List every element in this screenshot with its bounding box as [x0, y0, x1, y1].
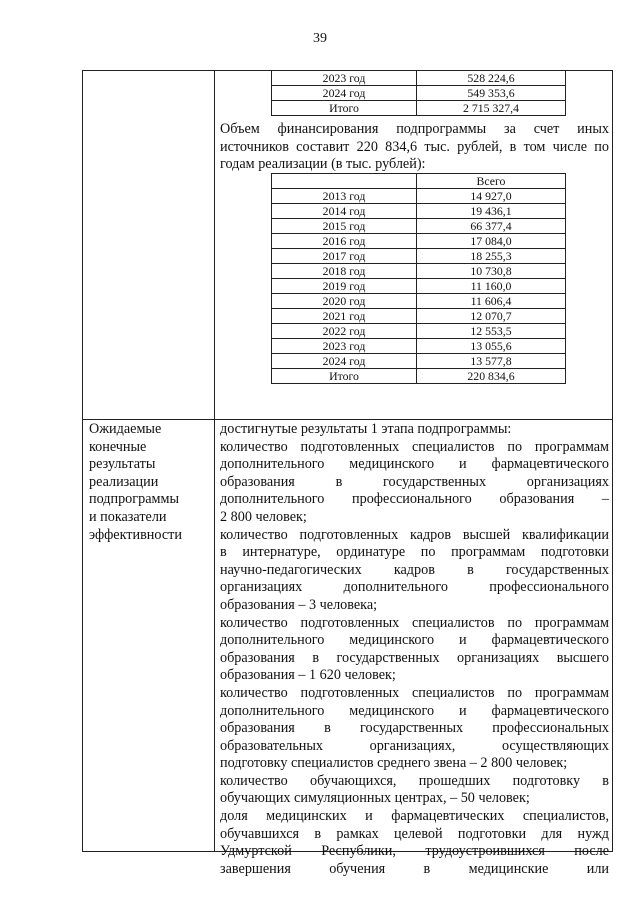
value-cell: 13 577,8 [417, 354, 566, 369]
text-line: Удмуртской Республики, трудоустроившихся после [220, 843, 609, 860]
value-cell: 19 436,1 [417, 204, 566, 219]
page-number: 39 [313, 31, 327, 46]
table-row [272, 204, 566, 219]
results-label [89, 421, 214, 544]
table-row [272, 264, 566, 279]
table-row [272, 324, 566, 339]
text-line: количество подготовленных специалистов по программам [220, 438, 609, 455]
table-row [272, 101, 566, 116]
year-cell: 2020 год [272, 294, 417, 309]
value-cell: 2 715 327,4 [417, 101, 566, 116]
text-line: источников составит 220 834,6 тыс. рублей, в том числе по [220, 138, 609, 155]
year-cell: 2017 год [272, 249, 417, 264]
year-cell: 2014 год [272, 204, 417, 219]
text-line: достигнутые результаты 1 этапа подпрограммы: [220, 421, 512, 437]
table-row [272, 71, 566, 86]
table-row [272, 234, 566, 249]
year-cell: 2019 год [272, 279, 417, 294]
financing-paragraph [220, 121, 609, 174]
top-financing-table [271, 70, 566, 116]
table-row [272, 294, 566, 309]
empty-header-cell [272, 174, 417, 189]
text-line: Объем финансирования подпрограммы за счет иных [220, 121, 609, 137]
text-line: доля медицинских и фармацевтических специалистов, [220, 808, 609, 825]
text-line: дополнительного медицинского и фармацевтического [220, 632, 609, 649]
value-cell: 220 834,6 [417, 369, 566, 384]
value-cell: 12 553,5 [417, 324, 566, 339]
value-cell: 11 606,4 [417, 294, 566, 309]
text-line: годам реализации (в тыс. рублей): [220, 156, 426, 173]
text-line: организациях дополнительного профессионального [220, 579, 609, 596]
text-line: научно-педагогических кадров в государственных [220, 561, 609, 578]
text-line: образования – 3 человека; [220, 596, 378, 613]
table-row [272, 369, 566, 384]
value-cell: 528 224,6 [417, 71, 566, 86]
value-cell: 12 070,7 [417, 309, 566, 324]
table-row [272, 86, 566, 101]
table-row [272, 219, 566, 234]
label-line: подпрограммы [89, 491, 179, 508]
text-line: в интернатуре, ординатуре по программам подготовки [220, 544, 609, 561]
value-cell: 10 730,8 [417, 264, 566, 279]
year-cell: Итого [272, 101, 417, 116]
text-line: образовательных организациях, осуществляющих [220, 737, 609, 754]
value-cell: 18 255,3 [417, 249, 566, 264]
text-line: образования в государственных организациях высшего [220, 649, 609, 666]
other-sources-table [271, 173, 566, 384]
year-cell: 2023 год [272, 339, 417, 354]
year-cell: 2016 год [272, 234, 417, 249]
value-cell: 66 377,4 [417, 219, 566, 234]
year-cell: 2024 год [272, 354, 417, 369]
table-row [272, 189, 566, 204]
table-row [272, 339, 566, 354]
label-line: эффективности [89, 526, 182, 543]
label-line: результаты [89, 456, 156, 473]
text-line: количество обучающихся, прошедших подготовку в [220, 772, 609, 789]
table-header-row [272, 174, 566, 189]
text-line: дополнительного медицинского и фармацевтического [220, 702, 609, 719]
text-line: дополнительного профессионального образования – [220, 491, 609, 508]
text-line: образования в государственных профессиональных [220, 720, 609, 737]
value-cell: 549 353,6 [417, 86, 566, 101]
year-cell: 2023 год [272, 71, 417, 86]
text-line: образования – 1 620 человек; [220, 667, 396, 684]
year-cell: 2021 год [272, 309, 417, 324]
text-line: завершения обучения в медицинские или [220, 860, 609, 877]
passport-table [82, 70, 613, 877]
label-line: конечные [89, 438, 147, 455]
year-cell: 2018 год [272, 264, 417, 279]
value-cell: 13 055,6 [417, 339, 566, 354]
results-text [220, 421, 609, 878]
table-row [272, 309, 566, 324]
table-row [272, 249, 566, 264]
value-cell: 14 927,0 [417, 189, 566, 204]
text-line: обучавшихся в рамках целевой подготовки для нужд [220, 825, 609, 842]
year-cell: 2024 год [272, 86, 417, 101]
text-line: 2 800 человек; [220, 508, 307, 525]
table-row [272, 354, 566, 369]
row-divider [83, 419, 612, 420]
table-row [272, 279, 566, 294]
value-cell: 11 160,0 [417, 279, 566, 294]
label-line: Ожидаемые [89, 421, 162, 437]
year-cell: 2022 год [272, 324, 417, 339]
text-line: количество подготовленных кадров высшей квалификации [220, 526, 609, 543]
year-cell: Итого [272, 369, 417, 384]
label-line: и показатели [89, 508, 167, 525]
text-line: количество подготовленных специалистов по программам [220, 684, 609, 701]
text-line: подготовку специалистов среднего звена – 2 800 человек; [220, 755, 568, 772]
text-line: образования в государственных организациях [220, 473, 609, 490]
label-line: реализации [89, 473, 159, 490]
year-cell: 2015 год [272, 219, 417, 234]
text-line: обучающих симуляционных центрах, – 50 человек; [220, 790, 530, 807]
value-cell: 17 084,0 [417, 234, 566, 249]
text-line: количество подготовленных специалистов по программам [220, 614, 609, 631]
text-line: дополнительного медицинского и фармацевтического [220, 456, 609, 473]
year-cell: 2013 год [272, 189, 417, 204]
column-divider [214, 71, 215, 851]
header-cell: Всего [417, 174, 566, 189]
